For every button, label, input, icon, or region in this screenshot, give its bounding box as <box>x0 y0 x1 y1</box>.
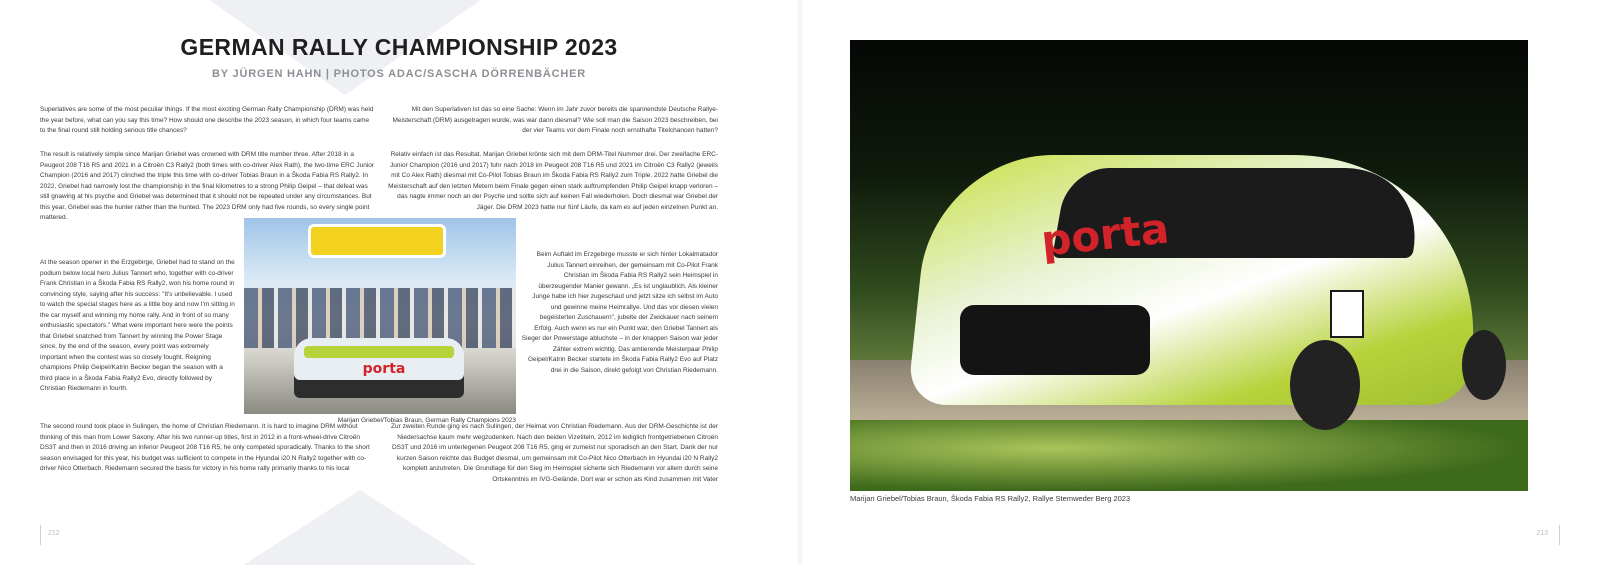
main-rally-photo <box>850 40 1528 491</box>
page-number-left: 212 <box>48 530 60 537</box>
grass-foreground <box>850 420 1528 491</box>
rally-car-number-plate <box>1330 290 1364 338</box>
english-paragraph-3: At the season opener in the Erzgebirge, Griebel had to stand on the podium below local hero Julius Tannert who, together with co-driver Frank Christian in a Škoda Fabia RS Rally2, won his home round in convincing style, saying after his success: "It's unbelievable. I used to watch the special stages here as a little boy and now I'm sitting in the car myself and winning my home rally. And in front of so many enthusiastic spectators." What were important here were the points that Griebel snatched from Tannert by winning the Power Stage since, by the end of the season, every point was extremely important when the contest was so closely fought. Reigning champions Philip Geipel/Katrin Becker began the season with a third place in a Škoda Fabia Rally2 Evo, directly followed by Christian Riedemann in fourth. <box>40 259 235 392</box>
german-column-para4 <box>388 422 718 485</box>
english-paragraph-2: The result is relatively simple since Marijan Griebel was crowned with DRM title number three. After 2018 in a Peugeot 208 T16 R5 and 2021 in a Citroën C3 Rally2 (both times with co-driver Alex Rath), the two-time ERC Junior Champion (2016 and 2017) clinched the triple this time with co-driver Tobias Braun in a Škoda Fabia RS Rally2. In 2022, Griebel had narrowly lost the championship in the final kilometres to a strong Philip Geipel – that defeat was still gnawing at his psyche and Griebel was determined that it should not be repeated under any circumstances. But this year, Griebel was the hunter rather than the hunted. The 2023 DRM only had five rounds, so every single point mattered. <box>40 151 375 221</box>
english-column-para3 <box>40 258 236 395</box>
article-byline: BY JÜRGEN HAHN | PHOTOS ADAC/SASCHA DÖRRENBÄCHER <box>212 68 586 80</box>
right-page <box>800 0 1600 565</box>
german-paragraph-2: Relativ einfach ist das Resultat. Marijan Griebel krönte sich mit dem DRM-Titel Nummer drei. Der zweifache ERC-Junior Champion (2016 und 2017) fuhr nach 2018 im Peugeot 208 T16 R5 und 2021 im Citroën C3 Rally2 (jeweils mit Co Alex Rath) diesmal mit Co-Pilot Tobias Braun im Škoda Fabia RS Rally2 zum Triple. 2022 hatte Griebel die Meisterschaft auf den letzten Metern beim Finale gegen einen stark auftrumpfenden Philip Geipel knapp verloren – das nagte immer noch an der Psyche und sollte sich auf keinen Fall wiederholen. Doch diesmal war Griebel der Jäger. Die DRM 2023 hatte nur fünf Läufe, da kam es auf jeden einzelnen Punkt an. <box>388 151 718 211</box>
english-paragraph-1: Superlatives are some of the most peculiar things. If the most exciting German Rally Championship (DRM) was held the year before, what can you say this time? How should one describe the 2023 season, in which four teams came to the final round still holding serious title chances? <box>40 106 374 134</box>
german-paragraph-3: Beim Auftakt im Erzgebirge musste er sich hinter Lokalmatador Julius Tannert einreihen, der gemeinsam mit Co-Pilot Frank Christian im Škoda Fabia RS Rally2 sein Heimspiel in überzeugender Manier gewann. „Es ist unglaublich. Als kleiner Junge habe ich hier zugeschaut und jetzt sitze ich selbst im Auto und gewinne meine Heimrallye. Und das vor diesen vielen begeisterten Zuschauern", jubelte der Zwickauer nach seinem Erfolg. Auch wenn es nur ein Punkt war, den Griebel Tannert als Sieger der Powerstage abluchste – in der knappen Saison war jeder Zähler extrem wichtig. Das amtierende Meisterpaar Philip Geipel/Katrin Becker startete im Škoda Fabia Rally2 Evo auf Platz drei in die Saison, direkt gefolgt von Christian Riedemann. <box>521 251 718 374</box>
rally-car-grille <box>960 305 1150 375</box>
rally-car-rear-wheel <box>1462 330 1506 400</box>
inset-car-logo: porta <box>362 361 406 377</box>
english-column-para4 <box>40 422 375 475</box>
inset-car-stripe <box>304 346 454 358</box>
inset-photo-podium <box>244 218 516 414</box>
german-column-para2 <box>388 150 718 213</box>
rally-banner <box>308 224 446 258</box>
german-paragraph-4: Zur zweiten Runde ging es nach Sulingen, der Heimat von Christian Riedemann. Aus der DRM-Geschichte ist der Niedersachse kaum mehr wegzudenken. Nach den beiden Vizetiteln, 2012 im lediglich frontgetriebenen Citroën DS3T und 2016 im unterlegenen Peugeot 208 T16 R5, ging er zumeist nur sporadisch an den Start. Dank der nur kurzen Saison reichte das Budget diesmal, um gemeinsam mit Co-Pilot Nico Otterbach im Hyundai i20 N Rally2 komplett anzutreten. Die Grundlage für den Sieg im Heimspiel sicherte sich Riedemann vor allem durch seine Ortskenntnis im IVG-Gelände. Dort war er schon als Kind zusammen mit Vater <box>391 423 718 483</box>
folio-rule <box>1559 525 1560 545</box>
article-title: GERMAN RALLY CHAMPIONSHIP 2023 <box>180 34 618 60</box>
rally-car-sponsor-logo: porta <box>1038 203 1172 266</box>
german-paragraph-1: Mit den Superlativen ist das so eine Sache: Wenn im Jahr zuvor bereits die spannendste Deutsche Rallye-Meisterschaft (DRM) ausgetragen wurde, was war dann diesmal? Wie soll man die Saison 2023 beschreiben, bei der vier Teams vor dem Finale noch ernsthafte Titelchancen hatten? <box>392 106 718 134</box>
german-column-top <box>388 105 718 145</box>
rally-car-front-wheel <box>1290 340 1360 430</box>
page-number-right: 213 <box>1536 530 1548 537</box>
english-paragraph-4: The second round took place in Sulingen, the home of Christian Riedemann. It is hard to imagine DRM without thinking of this man from Lower Saxony. After his two runner-up titles, first in 2012 in a front-wheel-drive Citroën DS3T and then in 2016 driving an inferior Peugeot 208 T16 R5, he only competed sporadically. Thanks to the short season envisaged for this year, his budget was sufficient to compete in the Hyundai i20 N Rally2 together with co-driver Nico Otterbach. Riedemann secured the basis for victory in his home rally primarily thanks to his local <box>40 423 370 472</box>
german-column-para3 <box>520 250 718 376</box>
english-column-top <box>40 105 375 145</box>
inset-photo-caption: Marijan Griebel/Tobias Braun, German Rally Champions 2023 <box>337 417 516 424</box>
main-photo-caption: Marijan Griebel/Tobias Braun, Škoda Fabia RS Rally2, Rallye Stemweder Berg 2023 <box>850 494 1131 503</box>
english-column-para2 <box>40 150 375 224</box>
folio-rule <box>40 525 41 545</box>
decorative-triangle-bottom <box>220 490 500 565</box>
